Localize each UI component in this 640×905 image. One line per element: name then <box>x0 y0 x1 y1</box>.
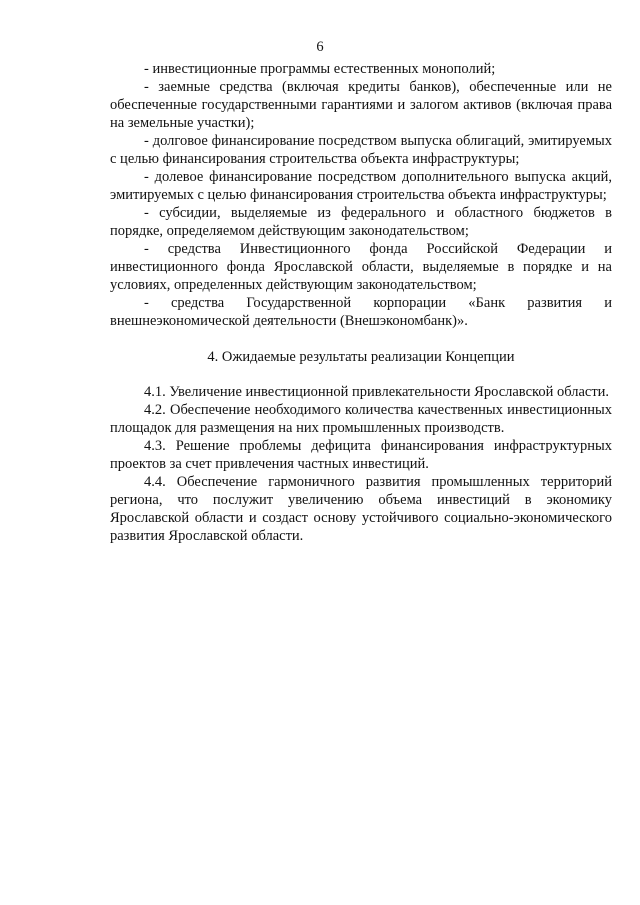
funding-sources-list <box>110 60 612 330</box>
list-item: - средства Инвестиционного фонда Российской Федерации и инвестиционного фонда Ярославской области, выделяемые в порядке и на условиях, определенных действующим законодательством; <box>110 241 612 293</box>
list-item: - долговое финансирование посредством выпуска облигаций, эмитируемых с целью финансирования строительства объекта инфраструктуры; <box>110 133 612 167</box>
result-item: 4.3. Решение проблемы дефицита финансирования инфраструктурных проектов за счет привлечения частных инвестиций. <box>110 438 612 472</box>
result-item: 4.2. Обеспечение необходимого количества качественных инвестиционных площадок для размещения на них промышленных производств. <box>110 402 612 436</box>
page-number: 6 <box>316 39 324 55</box>
result-item: 4.4. Обеспечение гармоничного развития промышленных территорий региона, что послужит увеличению объема инвестиций в экономику Ярославской области и создаст основу устойчивого социально-экономического развития Ярославской области. <box>110 474 612 544</box>
list-item: - средства Государственной корпорации «Банк развития и внешнеэкономической деятельности (Внешэкономбанк)». <box>110 295 612 329</box>
section-heading: 4. Ожидаемые результаты реализации Концепции <box>207 349 515 365</box>
list-item: - инвестиционные программы естественных монополий; <box>144 61 496 77</box>
expected-results-list <box>110 383 612 545</box>
list-item: - долевое финансирование посредством дополнительного выпуска акций, эмитируемых с целью финансирования строительства объекта инфраструктуры; <box>110 169 612 203</box>
list-item: - заемные средства (включая кредиты банков), обеспеченные или не обеспеченные государственными гарантиями и залогом активов (включая права на земельные участки); <box>110 79 612 131</box>
document-body <box>110 60 612 545</box>
list-item: - субсидии, выделяемые из федерального и областного бюджетов в порядке, определяемом действующим законодательством; <box>110 205 612 239</box>
result-item: 4.1. Увеличение инвестиционной привлекательности Ярославской области. <box>144 384 610 400</box>
